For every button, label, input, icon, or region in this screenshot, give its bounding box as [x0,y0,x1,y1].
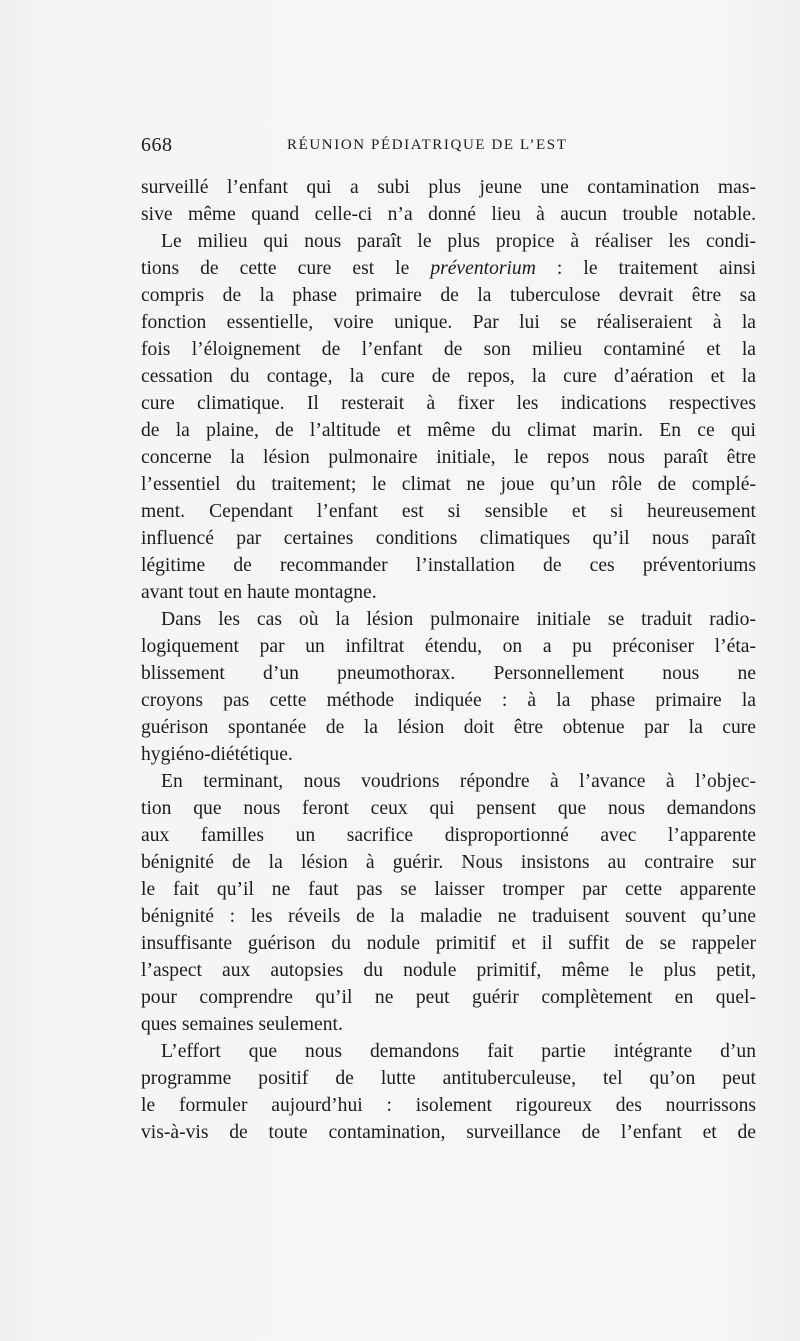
text-segment: tions de cette cure est le [141,258,431,279]
text-line: l’aspect aux autopsies du nodule primitif, même le plus petit, [141,960,756,981]
page-header [141,134,756,164]
text-line: cure climatique. Il resterait à fixer les indications respectives [141,393,756,414]
text-line: pour comprendre qu’il ne peut guérir complètement en quel- [141,987,756,1008]
text-line: tion que nous feront ceux qui pensent que nous demandons [141,798,756,819]
text-line: légitime de recommander l’installation de ces préventoriums [141,555,756,576]
body-text [141,174,756,1146]
text-line: l’essentiel du traitement; le climat ne joue qu’un rôle de complé- [141,474,756,495]
text-line: Le milieu qui nous paraît le plus propice à réaliser les condi- [161,231,756,252]
text-line: vis-à-vis de toute contamination, surveillance de l’enfant et de [141,1122,756,1143]
text-line [141,255,756,282]
text-line: L’effort que nous demandons fait partie intégrante d’un [161,1041,756,1062]
text-segment: : le traitement ainsi [535,258,756,279]
text-line: programme positif de lutte antituberculeuse, tel qu’on peut [141,1068,756,1089]
text-line: insuffisante guérison du nodule primitif et il suffit de se rappeler [141,933,756,954]
running-title: RÉUNION PÉDIATRIQUE DE L’EST [287,137,568,153]
text-line: de la plaine, de l’altitude et même du climat marin. En ce qui [141,420,756,441]
text-line: influencé par certaines conditions climatiques qu’il nous paraît [141,528,756,549]
text-line: ment. Cependant l’enfant est si sensible et si heureusement [141,501,756,522]
text-line: le fait qu’il ne faut pas se laisser tromper par cette apparente [141,879,756,900]
text-line: sive même quand celle-ci n’a donné lieu à aucun trouble notable. [141,204,756,225]
text-line: compris de la phase primaire de la tuberculose devrait être sa [141,285,756,306]
text-line: fois l’éloignement de l’enfant de son milieu contaminé et la [141,339,756,360]
text-line: guérison spontanée de la lésion doit être obtenue par la cure [141,717,756,738]
text-line: En terminant, nous voudrions répondre à l’avance à l’objec- [161,771,756,792]
text-line: croyons pas cette méthode indiquée : à la phase primaire la [141,690,756,711]
text-line: aux familles un sacrifice disproportionné avec l’apparente [141,825,756,846]
text-line: bénignité : les réveils de la maladie ne traduisent souvent qu’une [141,906,756,927]
text-line: blissement d’un pneumothorax. Personnellement nous ne [141,663,756,684]
text-line: hygiéno-diététique. [141,744,293,765]
page-number: 668 [141,134,173,156]
text-line: Dans les cas où la lésion pulmonaire initiale se traduit radio- [161,609,756,630]
text-line: concerne la lésion pulmonaire initiale, le repos nous paraît être [141,447,756,468]
text-line: avant tout en haute montagne. [141,582,377,603]
text-line: bénignité de la lésion à guérir. Nous insistons au contraire sur [141,852,756,873]
text-line: cessation du contage, la cure de repos, la cure d’aération et la [141,366,756,387]
text-line: le formuler aujourd’hui : isolement rigoureux des nourrissons [141,1095,756,1116]
italic-term: préventorium [430,258,536,279]
text-line: ques semaines seulement. [141,1014,343,1035]
text-line: logiquement par un infiltrat étendu, on a pu préconiser l’éta- [141,636,756,657]
text-line: fonction essentielle, voire unique. Par lui se réaliseraient à la [141,312,756,333]
text-line: surveillé l’enfant qui a subi plus jeune une contamination mas- [141,177,756,198]
